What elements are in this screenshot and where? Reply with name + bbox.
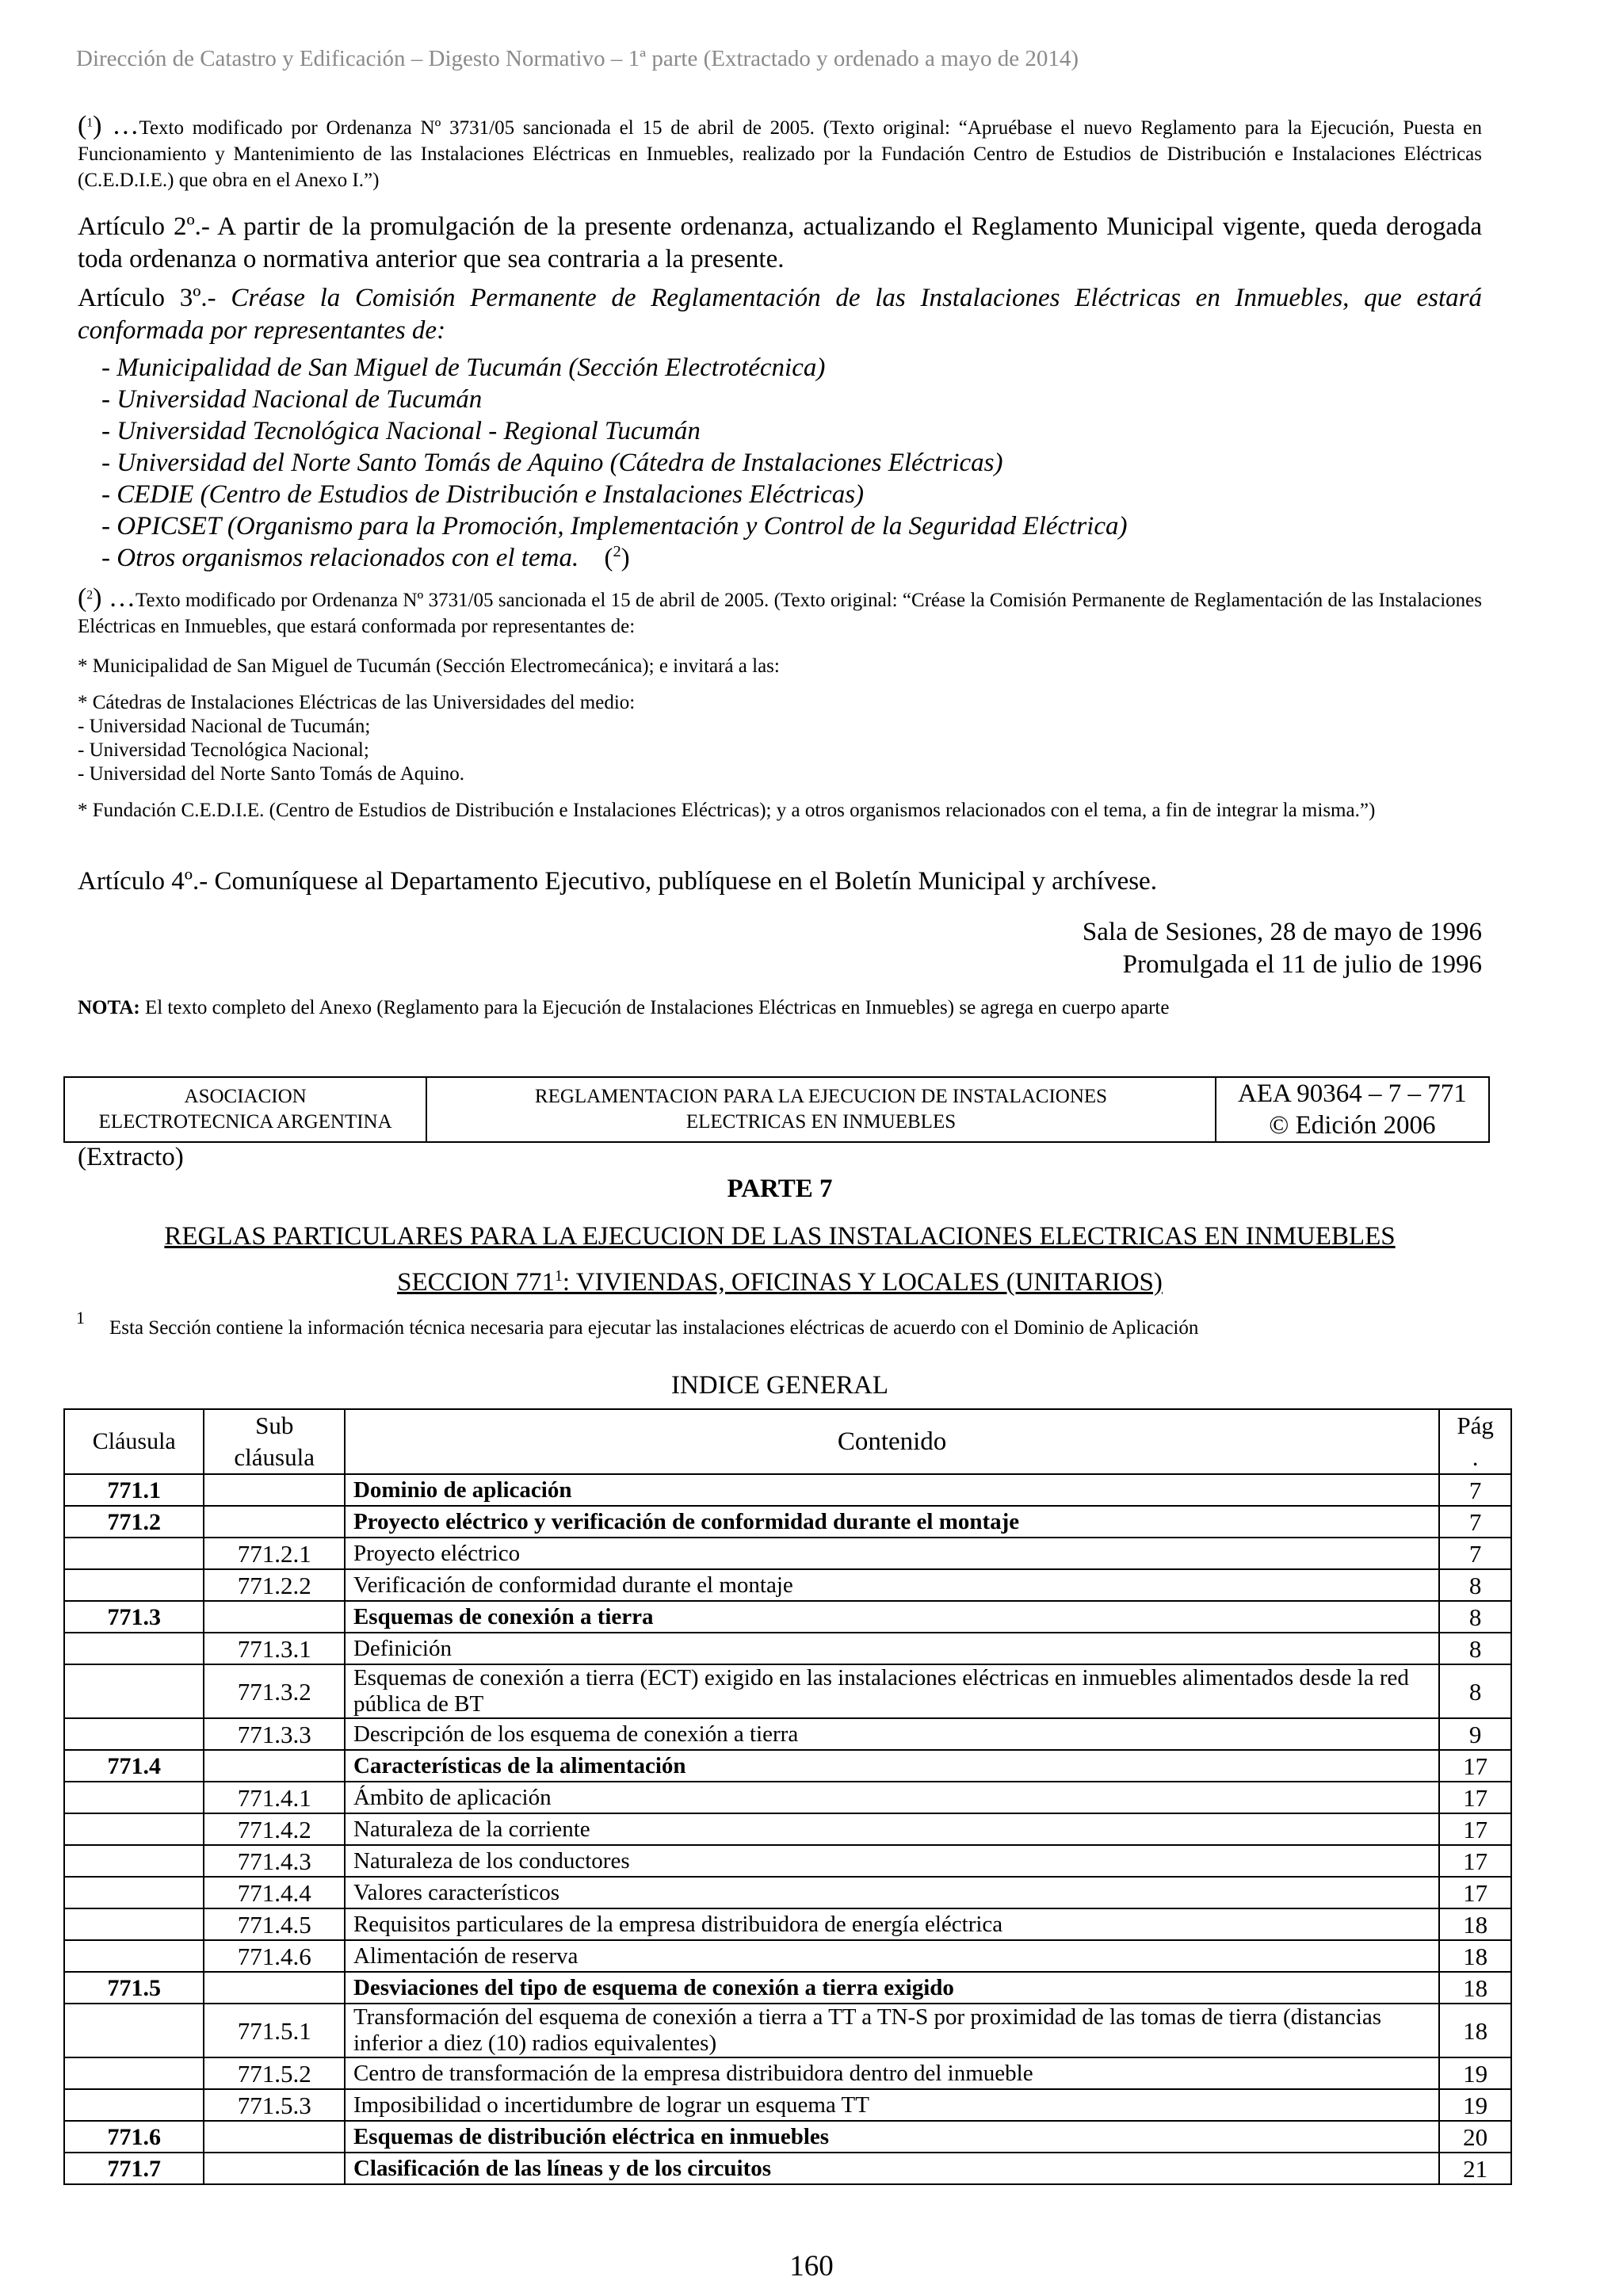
- list-item: - Universidad Nacional de Tucumán: [101, 385, 483, 414]
- clausula-cell: 771.3: [64, 1601, 204, 1633]
- subclausula-cell: [204, 1474, 344, 1506]
- clausula-cell: 771.5: [64, 1972, 204, 2004]
- footnote-1-ellipsis: …: [101, 111, 139, 140]
- seccion-prefix: SECCION 771: [397, 1268, 556, 1297]
- clausula-cell: [64, 1664, 204, 1718]
- footnote-2-line: - Universidad Nacional de Tucumán;: [78, 716, 371, 737]
- table-row: [64, 1474, 1511, 1506]
- footnote-2-line: * Cátedras de Instalaciones Eléctricas de las Universidades del medio:: [78, 692, 636, 713]
- subclausula-cell: 771.2.2: [204, 1569, 344, 1601]
- article-3: [78, 282, 1482, 347]
- contenido-cell: Proyecto eléctrico: [345, 1538, 1439, 1569]
- seccion-suffix: : VIVIENDAS, OFICINAS Y LOCALES (UNITARIOS): [562, 1268, 1163, 1297]
- article-4-text: Comuníquese al Departamento Ejecutivo, publíquese en el Boletín Municipal y archívese.: [208, 867, 1157, 896]
- article-2: [78, 211, 1482, 276]
- code-cell: [1216, 1077, 1489, 1142]
- table-row: [64, 1845, 1511, 1877]
- pagina-cell: 8: [1439, 1664, 1511, 1718]
- parte-heading: PARTE 7: [727, 1175, 833, 1203]
- list-item: - Universidad del Norte Santo Tomás de Aquino (Cátedra de Instalaciones Eléctricas): [101, 449, 1003, 477]
- contenido-cell: Alimentación de reserva: [345, 1940, 1439, 1972]
- footnote-2-line: - Universidad del Norte Santo Tomás de Aquino.: [78, 763, 464, 785]
- clausula-cell: [64, 1845, 204, 1877]
- contenido-cell: Características de la alimentación: [345, 1750, 1439, 1782]
- table-row: [64, 2004, 1511, 2057]
- clausula-cell: [64, 1718, 204, 1750]
- contenido-cell: Proyecto eléctrico y verificación de conformidad durante el montaje: [345, 1506, 1439, 1538]
- footnote-1: [78, 113, 1482, 193]
- section-note-text: Esta Sección contiene la información técnica necesaria para ejecutar las instalaciones eléctricas de acuerdo con el Dominio de Aplicación: [109, 1317, 1199, 1339]
- table-row: [64, 1877, 1511, 1908]
- clausula-cell: [64, 2057, 204, 2089]
- list-item: - CEDIE (Centro de Estudios de Distribución e Instalaciones Eléctricas): [101, 480, 865, 509]
- pagina-cell: 8: [1439, 1633, 1511, 1664]
- pagina-cell: 17: [1439, 1782, 1511, 1813]
- contenido-cell: Verificación de conformidad durante el montaje: [345, 1569, 1439, 1601]
- footnote-2-ellipsis: …: [101, 583, 136, 613]
- page-number: 160: [789, 2250, 834, 2283]
- contenido-cell: Clasificación de las líneas y de los circuitos: [345, 2153, 1439, 2184]
- clausula-cell: 771.4: [64, 1750, 204, 1782]
- footnote-2-number: 2: [86, 588, 94, 602]
- subclausula-cell: 771.4.6: [204, 1940, 344, 1972]
- signature-block: [78, 916, 1482, 981]
- table-row: [64, 1569, 1511, 1601]
- table-row: [64, 1940, 1511, 1972]
- list-item-text: - Otros organismos relacionados con el tema.: [101, 544, 579, 572]
- document-header-table: [63, 1076, 1490, 1143]
- footnote-2-line: * Municipalidad de San Miguel de Tucumán (Sección Electromecánica); e invitará a las:: [78, 655, 780, 677]
- clausula-cell: [64, 1569, 204, 1601]
- table-row: [64, 1972, 1511, 2004]
- subclausula-cell: 771.4.1: [204, 1782, 344, 1813]
- table-row: [64, 1633, 1511, 1664]
- footnote-2-line: - Universidad Tecnológica Nacional;: [78, 739, 369, 761]
- table-row: [64, 1601, 1511, 1633]
- list-item: - OPICSET (Organismo para la Promoción, Implementación y Control de la Seguridad Eléctrica): [101, 512, 1128, 541]
- seccion-footnote-ref: 1: [555, 1267, 563, 1285]
- contenido-cell: Transformación del esquema de conexión a tierra a TT a TN-S por proximidad de las tomas de tierra (distancias inferior a diez (10) radios equivalentes): [345, 2004, 1439, 2057]
- subclausula-cell: 771.2.1: [204, 1538, 344, 1569]
- table-row: [64, 2089, 1511, 2121]
- clausula-cell: [64, 1940, 204, 1972]
- subclausula-cell: 771.4.4: [204, 1877, 344, 1908]
- pagina-cell: 17: [1439, 1877, 1511, 1908]
- contenido-cell: Centro de transformación de la empresa distribuidora dentro del inmueble: [345, 2057, 1439, 2089]
- promulgada: Promulgada el 11 de julio de 1996: [1122, 950, 1482, 979]
- subclausula-cell: 771.4.2: [204, 1813, 344, 1845]
- pagina-cell: 18: [1439, 1908, 1511, 1940]
- contenido-cell: Naturaleza de la corriente: [345, 1813, 1439, 1845]
- nota-text: El texto completo del Anexo (Reglamento para la Ejecución de Instalaciones Eléctricas en Inmuebles) se agrega en cuerpo aparte: [139, 997, 1170, 1018]
- footnote-2-lines: [78, 691, 1482, 786]
- header-pagina: Pág .: [1439, 1409, 1511, 1474]
- article-3-label: Artículo 3º.-: [78, 284, 216, 312]
- contenido-cell: Requisitos particulares de la empresa distribuidora de energía eléctrica: [345, 1908, 1439, 1940]
- subclausula-cell: [204, 2121, 344, 2153]
- pagina-cell: 7: [1439, 1474, 1511, 1506]
- table-row: [64, 1750, 1511, 1782]
- subclausula-cell: 771.4.3: [204, 1845, 344, 1877]
- contenido-cell: Dominio de aplicación: [345, 1474, 1439, 1506]
- footnote-2-close: ): [93, 583, 102, 613]
- table-row: [64, 2121, 1511, 2153]
- nota: [78, 997, 1482, 1019]
- index-table: [63, 1408, 1512, 2185]
- pagina-cell: 17: [1439, 1750, 1511, 1782]
- table-row: [64, 1813, 1511, 1845]
- table-row: [64, 2057, 1511, 2089]
- sala-de-sesiones: Sala de Sesiones, 28 de mayo de 1996: [1082, 918, 1482, 946]
- reglas-heading: REGLAS PARTICULARES PARA LA EJECUCION DE LAS INSTALACIONES ELECTRICAS EN INMUEBLES: [164, 1222, 1396, 1251]
- clausula-cell: [64, 2004, 204, 2057]
- subclausula-cell: 771.3.1: [204, 1633, 344, 1664]
- list-item: - Municipalidad de San Miguel de Tucumán (Sección Electrotécnica): [101, 353, 826, 382]
- subclausula-cell: 771.5.3: [204, 2089, 344, 2121]
- clausula-cell: 771.6: [64, 2121, 204, 2153]
- footnote-1-open: (: [78, 111, 87, 140]
- footnote-1-close: ): [93, 111, 102, 140]
- pagina-cell: 18: [1439, 1940, 1511, 1972]
- footnote-2-open: (: [78, 583, 87, 613]
- contenido-cell: Naturaleza de los conductores: [345, 1845, 1439, 1877]
- pagina-cell: 20: [1439, 2121, 1511, 2153]
- pagina-cell: 18: [1439, 1972, 1511, 2004]
- clausula-cell: 771.2: [64, 1506, 204, 1538]
- subclausula-cell: [204, 2153, 344, 2184]
- article-3-text: Créase la Comisión Permanente de Reglamentación de las Instalaciones Eléctricas en Inmuebles, que estará conformada por representantes de:: [78, 284, 1482, 345]
- footnote-2-reference: ($^2$): [604, 543, 630, 572]
- pagina-cell: 19: [1439, 2089, 1511, 2121]
- article-4-label: Artículo 4º.-: [78, 867, 208, 896]
- article-4: [78, 865, 1482, 898]
- pagina-cell: 17: [1439, 1845, 1511, 1877]
- list-item: - Universidad Tecnológica Nacional - Regional Tucumán: [101, 417, 701, 445]
- table-row: [64, 1506, 1511, 1538]
- pagina-cell: 8: [1439, 1569, 1511, 1601]
- pagina-cell: 7: [1439, 1506, 1511, 1538]
- organization-line: ASOCIACION: [184, 1086, 307, 1107]
- article-2-label: Artículo 2º.-: [78, 212, 210, 241]
- article-2-text: A partir de la promulgación de la presente ordenanza, actualizando el Reglamento Municipal vigente, queda derogada toda ordenanza o normativa anterior que sea contraria a la presente.: [78, 212, 1482, 273]
- article-3-list: [78, 352, 1506, 574]
- edition: © Edición 2006: [1269, 1111, 1436, 1140]
- clausula-cell: [64, 1908, 204, 1940]
- contenido-cell: Definición: [345, 1633, 1439, 1664]
- contenido-cell: Esquemas de conexión a tierra (ECT) exigido en las instalaciones eléctricas en inmuebles alimentados desde la red pública de BT: [345, 1664, 1439, 1718]
- standard-code: AEA 90364 – 7 – 771: [1238, 1079, 1467, 1108]
- section-note-number: 1: [76, 1308, 85, 1328]
- header-clausula: Cláusula: [64, 1409, 204, 1474]
- clausula-cell: [64, 1782, 204, 1813]
- clausula-cell: [64, 2089, 204, 2121]
- index-title: INDICE GENERAL: [670, 1371, 889, 1400]
- subclausula-cell: 771.3.2: [204, 1664, 344, 1718]
- organization-line: ELECTROTECNICA ARGENTINA: [98, 1111, 392, 1133]
- table-row: [64, 1664, 1511, 1718]
- contenido-cell: Ámbito de aplicación: [345, 1782, 1439, 1813]
- organization-cell: [64, 1077, 426, 1142]
- pagina-cell: 19: [1439, 2057, 1511, 2089]
- header-contenido: Contenido: [345, 1409, 1439, 1474]
- pagina-cell: 9: [1439, 1718, 1511, 1750]
- pagina-cell: 18: [1439, 2004, 1511, 2057]
- clausula-cell: 771.7: [64, 2153, 204, 2184]
- nota-label: NOTA:: [78, 997, 140, 1018]
- clausula-cell: 771.1: [64, 1474, 204, 1506]
- clausula-cell: [64, 1538, 204, 1569]
- pagina-cell: 7: [1439, 1538, 1511, 1569]
- running-header: Dirección de Catastro y Edificación – Digesto Normativo – 1ª parte (Extractado y ordenado a mayo de 2014): [76, 46, 1079, 71]
- extracto: (Extracto): [78, 1143, 184, 1171]
- subclausula-cell: 771.5.2: [204, 2057, 344, 2089]
- subclausula-cell: 771.5.1: [204, 2004, 344, 2057]
- table-row: [64, 1782, 1511, 1813]
- clausula-cell: [64, 1633, 204, 1664]
- pagina-cell: 8: [1439, 1601, 1511, 1633]
- subclausula-cell: [204, 1601, 344, 1633]
- footnote-1-text: Texto modificado por Ordenanza Nº 3731/05 sancionada el 15 de abril de 2005. (Texto original: “Apruébase el nuevo Reglamento para la Ejecución, Puesta en Funcionamiento y Mantenimiento de las Instalaciones Eléctricas en Inmuebles, realizado por la Fundación Centro de Estudios de Distribución e Instalaciones Eléctricas (C.E.D.I.E.) que obra en el Anexo I.”): [78, 117, 1483, 191]
- contenido-cell: Desviaciones del tipo de esquema de conexión a tierra exigido: [345, 1972, 1439, 2004]
- seccion-heading: [78, 1268, 1482, 1297]
- list-item: [101, 542, 1506, 574]
- subclausula-cell: [204, 1972, 344, 2004]
- table-row: [64, 1538, 1511, 1569]
- subclausula-cell: 771.3.3: [204, 1718, 344, 1750]
- clausula-cell: [64, 1877, 204, 1908]
- table-row: [64, 2153, 1511, 2184]
- pagina-cell: 21: [1439, 2153, 1511, 2184]
- contenido-cell: Esquemas de conexión a tierra: [345, 1601, 1439, 1633]
- footnote-2-text: Texto modificado por Ordenanza Nº 3731/05 sancionada el 15 de abril de 2005. (Texto original: “Créase la Comisión Permanente de Reglamentación de las Instalaciones Eléctricas en Inmuebles, que estará conformada por representantes de:: [78, 590, 1483, 637]
- title-cell: [426, 1077, 1216, 1142]
- footnote-2-line: * Fundación C.E.D.I.E. (Centro de Estudios de Distribución e Instalaciones Eléctricas); y a otros organismos relacionados con el tema, a fin de integrar la misma.”): [78, 800, 1376, 821]
- contenido-cell: Esquemas de distribución eléctrica en inmuebles: [345, 2121, 1439, 2153]
- footnote-1-number: 1: [86, 116, 94, 130]
- subclausula-cell: [204, 1750, 344, 1782]
- clausula-cell: [64, 1813, 204, 1845]
- table-row: [64, 1908, 1511, 1940]
- pagina-cell: 17: [1439, 1813, 1511, 1845]
- contenido-cell: Descripción de los esquema de conexión a tierra: [345, 1718, 1439, 1750]
- contenido-cell: Imposibilidad o incertidumbre de lograr un esquema TT: [345, 2089, 1439, 2121]
- subclausula-cell: 771.4.5: [204, 1908, 344, 1940]
- contenido-cell: Valores característicos: [345, 1877, 1439, 1908]
- header-subclausula: Sub cláusula: [204, 1409, 344, 1474]
- footnote-2: [78, 585, 1482, 640]
- title-line: ELECTRICAS EN INMUEBLES: [685, 1111, 957, 1133]
- table-row: [64, 1718, 1511, 1750]
- title-line: REGLAMENTACION PARA LA EJECUCION DE INSTALACIONES: [534, 1086, 1108, 1107]
- subclausula-cell: [204, 1506, 344, 1538]
